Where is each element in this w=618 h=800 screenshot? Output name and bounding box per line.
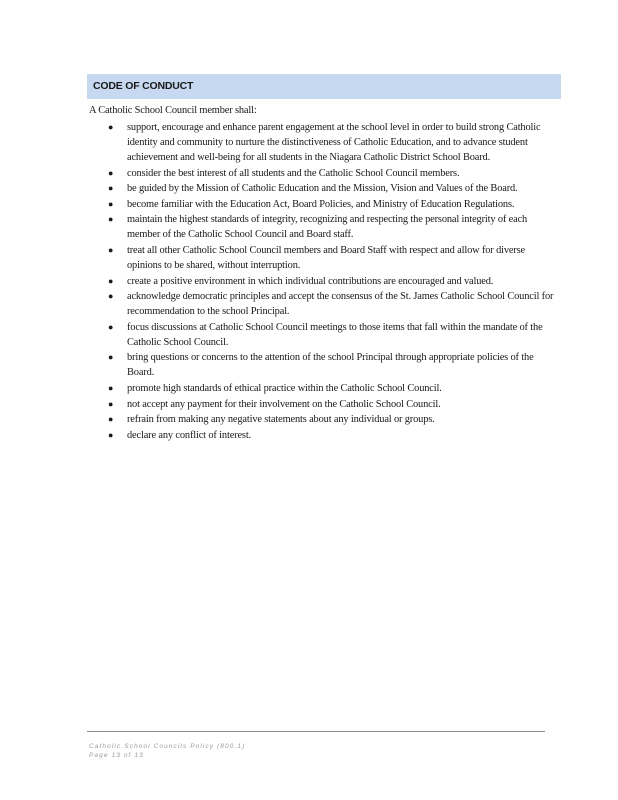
bullet-icon: ● [108,122,114,132]
list-item-text: bring questions or concerns to the attention of the school Principal through appropriate policies of the Board. [127,352,534,379]
bullet-icon: ● [108,321,114,332]
page-footer [89,742,245,760]
list-item-text: not accept any payment for their involvement on the Catholic School Council. [127,398,441,410]
list-item [108,212,558,242]
list-item [108,243,558,273]
list-item-text: promote high standards of ethical practice within the Catholic School Council. [127,382,442,394]
list-item-text: treat all other Catholic School Council members and Board Staff with respect and allow for diverse opinions to be shared, without interruption. [127,244,526,271]
list-item-text: acknowledge democratic principles and accept the consensus of the St. James Catholic School Council for recommendation to the school Principal. [127,291,554,318]
bullet-icon: ● [108,183,114,194]
footer-policy-title: Catholic School Councils Policy (800.1) [89,743,246,750]
bullet-icon: ● [108,167,114,178]
list-item [108,350,558,380]
list-item-text: declare any conflict of interest. [127,429,252,441]
list-item [108,181,558,196]
list-item-text: consider the best interest of all students and the Catholic School Council members. [127,167,460,179]
list-item [108,397,558,412]
list-item-text: refrain from making any negative statements about any individual or groups. [127,414,435,426]
list-item [108,412,558,427]
list-item-text: focus discussions at Catholic School Council meetings to those items that fall within the mandate of the Catholic School Council. [127,321,543,348]
list-item-text: become familiar with the Education Act, Board Policies, and Ministry of Education Regulations. [127,198,515,210]
bullet-icon: ● [108,429,114,440]
footer-page-number: Page 13 of 13 [89,752,144,759]
list-item [108,120,558,165]
list-item [108,428,558,443]
bullet-icon: ● [108,414,114,425]
list-item [108,197,558,212]
list-item-text: be guided by the Mission of Catholic Education and the Mission, Vision and Values of the Board. [127,183,518,195]
list-item-text: support, encourage and enhance parent engagement at the school level in order to build strong Catholic identity and community to nurture the distinctiveness of Catholic Education, and to advance student achievement and well-being for all students in the Niagara Catholic District School Board. [127,122,541,163]
list-item-text: maintain the highest standards of integrity, recognizing and respecting the personal integrity of each member of the Catholic School Council and Board staff. [127,214,528,241]
conduct-list [108,120,558,443]
intro-text: A Catholic School Council member shall: [89,105,257,116]
bullet-icon: ● [108,198,114,209]
list-item [108,166,558,181]
bullet-icon: ● [108,214,114,225]
bullet-icon: ● [108,291,114,302]
bullet-icon: ● [108,275,114,286]
list-item-text: create a positive environment in which individual contributions are encouraged and valued. [127,275,494,287]
list-item [108,320,558,350]
list-item [108,289,558,319]
bullet-icon: ● [108,244,114,255]
footer-divider [87,731,545,732]
list-item [108,274,558,289]
bullet-icon: ● [108,398,114,409]
list-item [108,381,558,396]
bullet-icon: ● [108,352,114,363]
bullet-icon: ● [108,382,114,393]
section-heading [87,74,561,99]
section-heading-text: CODE OF CONDUCT [93,80,194,92]
